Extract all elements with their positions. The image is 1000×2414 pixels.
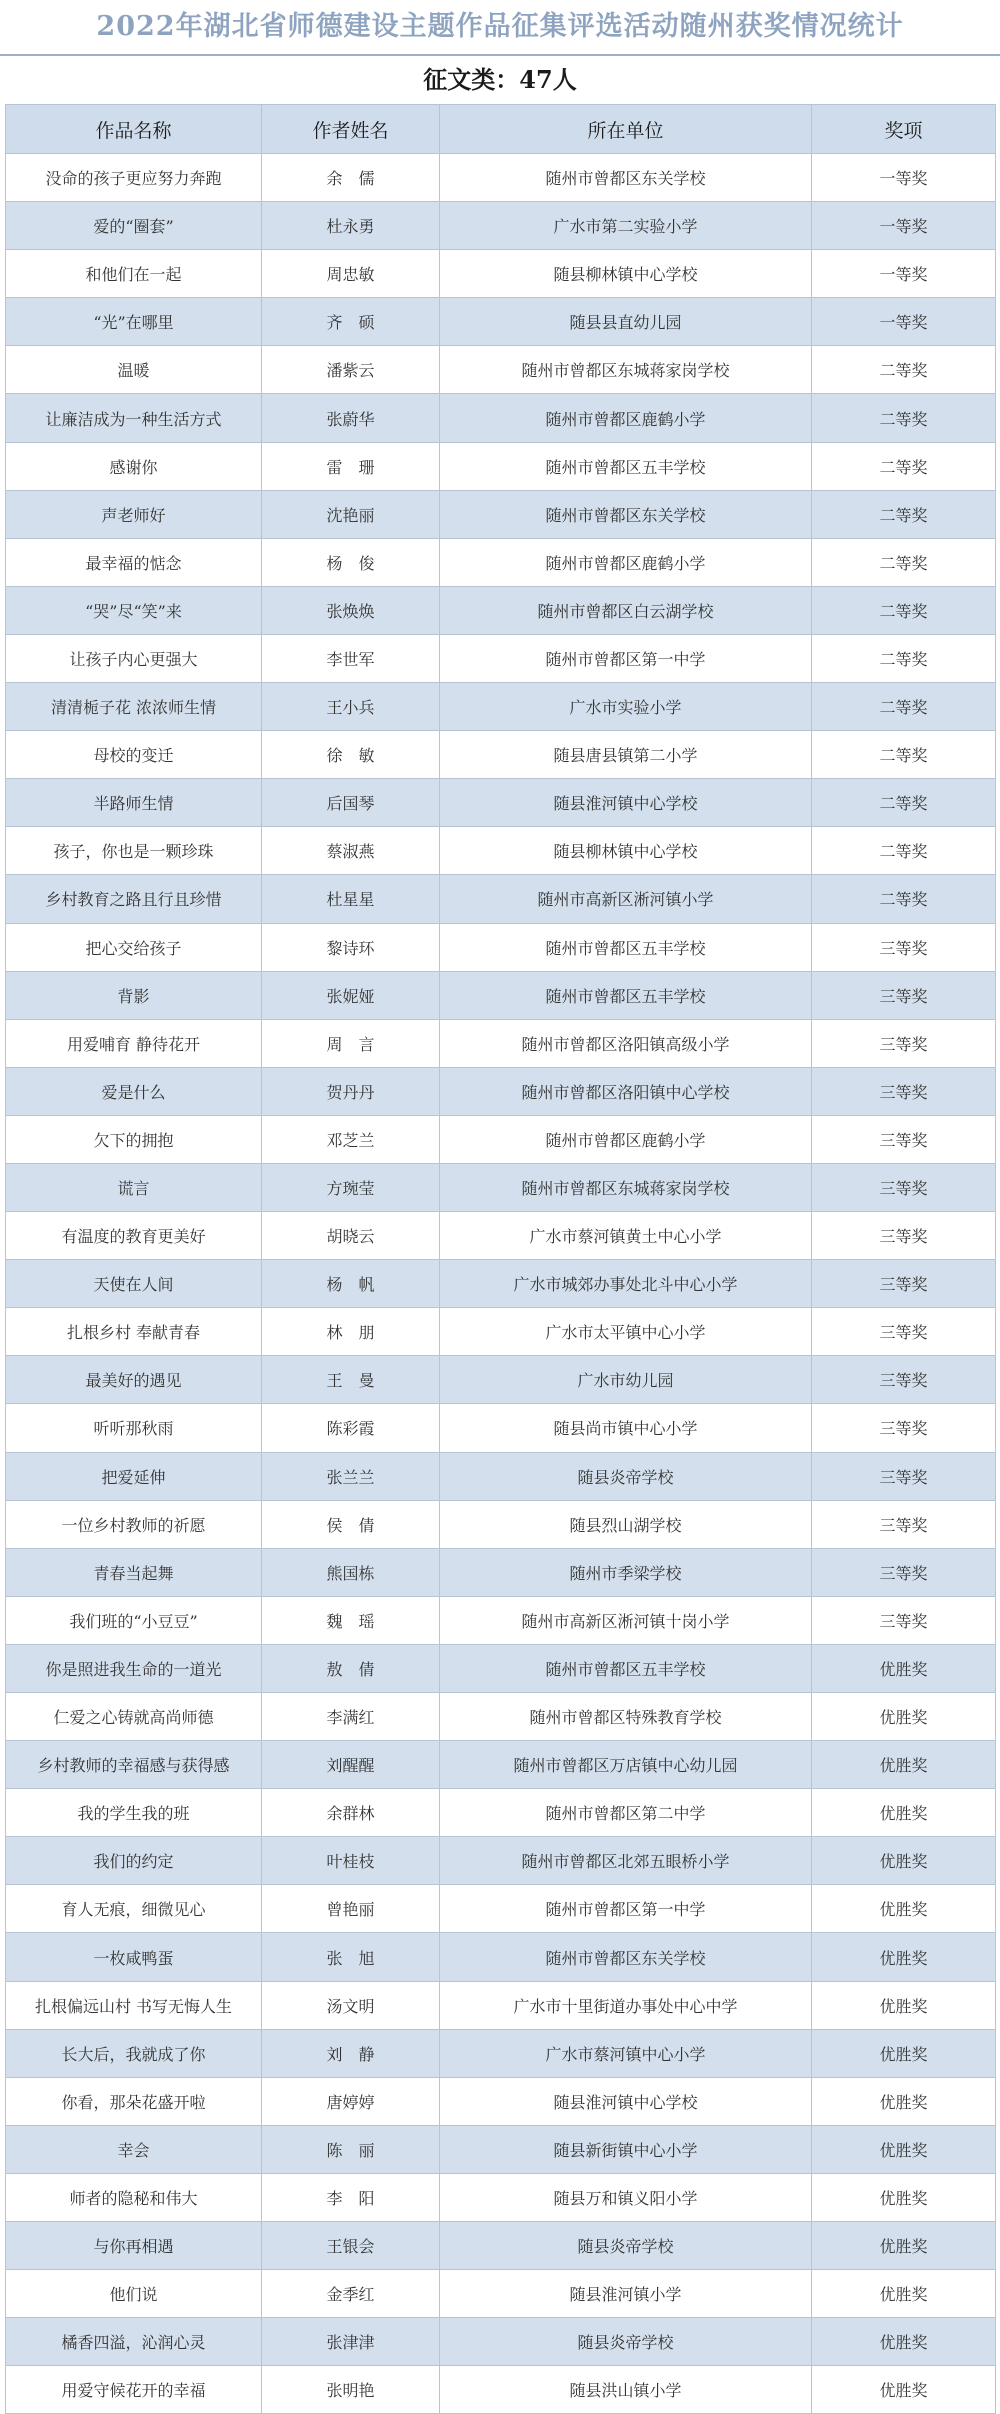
table-row <box>6 731 996 779</box>
table-row <box>6 1885 996 1933</box>
cell-unit: 广水市实验小学 <box>440 683 812 731</box>
cell-unit: 广水市幼儿园 <box>440 1356 812 1404</box>
cell-unit: 随州市曾都区洛阳镇中心学校 <box>440 1067 812 1115</box>
cell-award: 二等奖 <box>812 538 996 586</box>
table-row <box>6 875 996 923</box>
cell-work-title: 仁爱之心铸就高尚师德 <box>6 1693 262 1741</box>
cell-unit: 随州市曾都区五丰学校 <box>440 442 812 490</box>
cell-unit: 广水市蔡河镇黄土中心小学 <box>440 1212 812 1260</box>
cell-work-title: 你看，那朵花盛开啦 <box>6 2077 262 2125</box>
table-row <box>6 683 996 731</box>
page-title: 2022年湖北省师德建设主题作品征集评选活动随州获奖情况统计 <box>0 0 1000 56</box>
table-row <box>6 971 996 1019</box>
cell-unit: 广水市蔡河镇中心小学 <box>440 2029 812 2077</box>
cell-author-name: 曾艳丽 <box>262 1885 440 1933</box>
table-row <box>6 1837 996 1885</box>
cell-work-title: 清清栀子花 浓浓师生情 <box>6 683 262 731</box>
cell-unit: 随县淮河镇中心学校 <box>440 2077 812 2125</box>
cell-award: 优胜奖 <box>812 1741 996 1789</box>
cell-author-name: 林 朋 <box>262 1308 440 1356</box>
table-row <box>6 2318 996 2366</box>
table-row <box>6 1260 996 1308</box>
table-row <box>6 1019 996 1067</box>
table-row <box>6 1067 996 1115</box>
cell-unit: 随州市曾都区北郊五眼桥小学 <box>440 1837 812 1885</box>
table-row <box>6 1356 996 1404</box>
cell-work-title: 爱是什么 <box>6 1067 262 1115</box>
cell-work-title: 你是照进我生命的一道光 <box>6 1644 262 1692</box>
cell-unit: 广水市太平镇中心小学 <box>440 1308 812 1356</box>
cell-author-name: 李 阳 <box>262 2173 440 2221</box>
cell-author-name: 金季红 <box>262 2270 440 2318</box>
cell-work-title: 育人无痕，细微见心 <box>6 1885 262 1933</box>
cell-work-title: 扎根乡村 奉献青春 <box>6 1308 262 1356</box>
cell-work-title: 有温度的教育更美好 <box>6 1212 262 1260</box>
cell-unit: 随县柳林镇中心学校 <box>440 827 812 875</box>
cell-award: 二等奖 <box>812 586 996 634</box>
cell-unit: 随县淮河镇中心学校 <box>440 779 812 827</box>
table-row <box>6 1548 996 1596</box>
cell-award: 优胜奖 <box>812 2366 996 2414</box>
cell-award: 二等奖 <box>812 634 996 682</box>
cell-unit: 随州市曾都区五丰学校 <box>440 971 812 1019</box>
cell-work-title: 最幸福的惦念 <box>6 538 262 586</box>
cell-author-name: 杜星星 <box>262 875 440 923</box>
table-row <box>6 1163 996 1211</box>
cell-author-name: 李满红 <box>262 1693 440 1741</box>
table-row <box>6 1981 996 2029</box>
cell-award: 优胜奖 <box>812 1981 996 2029</box>
cell-author-name: 雷 珊 <box>262 442 440 490</box>
cell-unit: 广水市第二实验小学 <box>440 202 812 250</box>
cell-unit: 随县唐县镇第二小学 <box>440 731 812 779</box>
cell-award: 优胜奖 <box>812 2270 996 2318</box>
cell-work-title: 把心交给孩子 <box>6 923 262 971</box>
cell-work-title: 温暖 <box>6 346 262 394</box>
table-body <box>6 154 996 2414</box>
table-row <box>6 923 996 971</box>
cell-author-name: 方琬莹 <box>262 1163 440 1211</box>
cell-unit: 随州市高新区淅河镇小学 <box>440 875 812 923</box>
cell-unit: 随州市季梁学校 <box>440 1548 812 1596</box>
cell-award: 三等奖 <box>812 1115 996 1163</box>
cell-award: 三等奖 <box>812 1308 996 1356</box>
table-row <box>6 1212 996 1260</box>
table-row <box>6 1452 996 1500</box>
table-row <box>6 2222 996 2270</box>
cell-award: 三等奖 <box>812 1452 996 1500</box>
cell-award: 优胜奖 <box>812 2318 996 2366</box>
cell-award: 优胜奖 <box>812 1837 996 1885</box>
cell-work-title: 感谢你 <box>6 442 262 490</box>
cell-award: 优胜奖 <box>812 2222 996 2270</box>
cell-author-name: 杨 俊 <box>262 538 440 586</box>
table-row <box>6 1693 996 1741</box>
cell-author-name: 徐 敏 <box>262 731 440 779</box>
cell-unit: 随州市曾都区东关学校 <box>440 1933 812 1981</box>
cell-work-title: 乡村教师的幸福感与获得感 <box>6 1741 262 1789</box>
cell-author-name: 张蔚华 <box>262 394 440 442</box>
cell-unit: 随县万和镇义阳小学 <box>440 2173 812 2221</box>
cell-unit: 随州市曾都区鹿鹤小学 <box>440 538 812 586</box>
cell-work-title: 与你再相遇 <box>6 2222 262 2270</box>
cell-work-title: 半路师生情 <box>6 779 262 827</box>
cell-work-title: 把爱延伸 <box>6 1452 262 1500</box>
table-row <box>6 1500 996 1548</box>
cell-author-name: 潘紫云 <box>262 346 440 394</box>
table-row <box>6 2125 996 2173</box>
cell-award: 二等奖 <box>812 442 996 490</box>
table-row <box>6 2077 996 2125</box>
cell-unit: 随州市曾都区五丰学校 <box>440 923 812 971</box>
cell-author-name: 敖 倩 <box>262 1644 440 1692</box>
table-row <box>6 442 996 490</box>
cell-author-name: 张 旭 <box>262 1933 440 1981</box>
table-row <box>6 634 996 682</box>
cell-unit: 随州市曾都区东关学校 <box>440 154 812 202</box>
cell-author-name: 张津津 <box>262 2318 440 2366</box>
cell-work-title: 一枚咸鸭蛋 <box>6 1933 262 1981</box>
cell-author-name: 后国琴 <box>262 779 440 827</box>
cell-award: 优胜奖 <box>812 1789 996 1837</box>
cell-award: 三等奖 <box>812 971 996 1019</box>
cell-author-name: 魏 瑶 <box>262 1596 440 1644</box>
cell-author-name: 王小兵 <box>262 683 440 731</box>
table-row <box>6 2270 996 2318</box>
cell-award: 优胜奖 <box>812 1933 996 1981</box>
table-row <box>6 1404 996 1452</box>
cell-work-title: 长大后，我就成了你 <box>6 2029 262 2077</box>
cell-author-name: 陈彩霞 <box>262 1404 440 1452</box>
cell-author-name: 刘 静 <box>262 2029 440 2077</box>
cell-work-title: 和他们在一起 <box>6 250 262 298</box>
cell-unit: 随州市曾都区鹿鹤小学 <box>440 394 812 442</box>
cell-work-title: 用爱哺育 静待花开 <box>6 1019 262 1067</box>
table-row <box>6 490 996 538</box>
cell-award: 三等奖 <box>812 1163 996 1211</box>
table-row <box>6 1644 996 1692</box>
cell-work-title: 青春当起舞 <box>6 1548 262 1596</box>
cell-work-title: 爱的“圈套” <box>6 202 262 250</box>
cell-author-name: 邓芝兰 <box>262 1115 440 1163</box>
cell-work-title: 我们班的“小豆豆” <box>6 1596 262 1644</box>
cell-work-title: 谎言 <box>6 1163 262 1211</box>
table-row <box>6 394 996 442</box>
cell-work-title: 乡村教育之路且行且珍惜 <box>6 875 262 923</box>
cell-unit: 随县炎帝学校 <box>440 2222 812 2270</box>
cell-unit: 随州市曾都区东城蒋家岗学校 <box>440 1163 812 1211</box>
table-row <box>6 202 996 250</box>
cell-unit: 随县烈山湖学校 <box>440 1500 812 1548</box>
table-row <box>6 1308 996 1356</box>
cell-award: 三等奖 <box>812 1596 996 1644</box>
cell-award: 二等奖 <box>812 875 996 923</box>
table-row <box>6 346 996 394</box>
cell-author-name: 周忠敏 <box>262 250 440 298</box>
cell-award: 二等奖 <box>812 827 996 875</box>
cell-author-name: 陈 丽 <box>262 2125 440 2173</box>
cell-author-name: 张妮娅 <box>262 971 440 1019</box>
table-row <box>6 1741 996 1789</box>
cell-author-name: 熊国栋 <box>262 1548 440 1596</box>
table-header-row <box>6 105 996 154</box>
cell-author-name: 张兰兰 <box>262 1452 440 1500</box>
cell-award: 一等奖 <box>812 298 996 346</box>
cell-work-title: 用爱守候花开的幸福 <box>6 2366 262 2414</box>
cell-unit: 随县尚市镇中心小学 <box>440 1404 812 1452</box>
cell-work-title: 扎根偏远山村 书写无悔人生 <box>6 1981 262 2029</box>
cell-work-title: “哭”尽“笑”来 <box>6 586 262 634</box>
cell-award: 三等奖 <box>812 1212 996 1260</box>
cell-unit: 随州市曾都区万店镇中心幼儿园 <box>440 1741 812 1789</box>
table-row <box>6 1789 996 1837</box>
cell-unit: 随县炎帝学校 <box>440 1452 812 1500</box>
cell-author-name: 张焕焕 <box>262 586 440 634</box>
table-row <box>6 1596 996 1644</box>
table-row <box>6 2366 996 2414</box>
cell-unit: 随州市曾都区东关学校 <box>440 490 812 538</box>
cell-author-name: 杜永勇 <box>262 202 440 250</box>
header-unit: 所在单位 <box>440 105 812 154</box>
cell-award: 三等奖 <box>812 1019 996 1067</box>
cell-author-name: 唐婷婷 <box>262 2077 440 2125</box>
cell-work-title: 师者的隐秘和伟大 <box>6 2173 262 2221</box>
cell-work-title: 幸会 <box>6 2125 262 2173</box>
cell-unit: 随州市曾都区东城蒋家岗学校 <box>440 346 812 394</box>
cell-author-name: 汤文明 <box>262 1981 440 2029</box>
cell-award: 优胜奖 <box>812 2029 996 2077</box>
cell-award: 二等奖 <box>812 683 996 731</box>
awards-table <box>5 104 996 2414</box>
cell-author-name: 沈艳丽 <box>262 490 440 538</box>
cell-work-title: 我的学生我的班 <box>6 1789 262 1837</box>
cell-award: 优胜奖 <box>812 2077 996 2125</box>
cell-work-title: 背影 <box>6 971 262 1019</box>
cell-author-name: 王 曼 <box>262 1356 440 1404</box>
cell-unit: 随州市曾都区第一中学 <box>440 1885 812 1933</box>
cell-author-name: 李世军 <box>262 634 440 682</box>
table-row <box>6 779 996 827</box>
cell-author-name: 刘醒醒 <box>262 1741 440 1789</box>
cell-author-name: 叶桂枝 <box>262 1837 440 1885</box>
cell-award: 优胜奖 <box>812 2173 996 2221</box>
cell-award: 三等奖 <box>812 1067 996 1115</box>
header-work-title: 作品名称 <box>6 105 262 154</box>
cell-unit: 随县柳林镇中心学校 <box>440 250 812 298</box>
cell-work-title: 声老师好 <box>6 490 262 538</box>
cell-work-title: 我们的约定 <box>6 1837 262 1885</box>
header-award: 奖项 <box>812 105 996 154</box>
cell-award: 三等奖 <box>812 1500 996 1548</box>
cell-award: 二等奖 <box>812 490 996 538</box>
cell-unit: 随州市曾都区白云湖学校 <box>440 586 812 634</box>
cell-unit: 随州市曾都区特殊教育学校 <box>440 1693 812 1741</box>
cell-work-title: 母校的变迁 <box>6 731 262 779</box>
cell-award: 二等奖 <box>812 394 996 442</box>
cell-unit: 随州市曾都区洛阳镇高级小学 <box>440 1019 812 1067</box>
cell-unit: 随县洪山镇小学 <box>440 2366 812 2414</box>
cell-author-name: 杨 帆 <box>262 1260 440 1308</box>
cell-author-name: 蔡淑燕 <box>262 827 440 875</box>
cell-work-title: 天使在人间 <box>6 1260 262 1308</box>
cell-award: 优胜奖 <box>812 1693 996 1741</box>
cell-award: 优胜奖 <box>812 1644 996 1692</box>
cell-author-name: 侯 倩 <box>262 1500 440 1548</box>
cell-unit: 随县县直幼儿园 <box>440 298 812 346</box>
table-row <box>6 586 996 634</box>
cell-award: 三等奖 <box>812 1356 996 1404</box>
cell-unit: 随州市高新区淅河镇十岗小学 <box>440 1596 812 1644</box>
cell-unit: 随县炎帝学校 <box>440 2318 812 2366</box>
cell-award: 优胜奖 <box>812 2125 996 2173</box>
cell-award: 二等奖 <box>812 346 996 394</box>
table-row <box>6 298 996 346</box>
table-row <box>6 154 996 202</box>
category-subtitle: 征文类：47人 <box>423 65 577 94</box>
cell-award: 优胜奖 <box>812 1885 996 1933</box>
table-row <box>6 827 996 875</box>
cell-author-name: 张明艳 <box>262 2366 440 2414</box>
cell-unit: 广水市城郊办事处北斗中心小学 <box>440 1260 812 1308</box>
cell-author-name: 王银会 <box>262 2222 440 2270</box>
header-author-name: 作者姓名 <box>262 105 440 154</box>
cell-unit: 随县淮河镇小学 <box>440 2270 812 2318</box>
cell-award: 二等奖 <box>812 731 996 779</box>
table-row <box>6 250 996 298</box>
cell-work-title: 橘香四溢，沁润心灵 <box>6 2318 262 2366</box>
cell-award: 一等奖 <box>812 250 996 298</box>
cell-work-title: 没命的孩子更应努力奔跑 <box>6 154 262 202</box>
cell-author-name: 胡晓云 <box>262 1212 440 1260</box>
cell-award: 一等奖 <box>812 154 996 202</box>
cell-work-title: 他们说 <box>6 2270 262 2318</box>
cell-work-title: 最美好的遇见 <box>6 1356 262 1404</box>
cell-award: 二等奖 <box>812 779 996 827</box>
cell-award: 三等奖 <box>812 923 996 971</box>
cell-work-title: 让孩子内心更强大 <box>6 634 262 682</box>
cell-work-title: 一位乡村教师的祈愿 <box>6 1500 262 1548</box>
cell-author-name: 余群林 <box>262 1789 440 1837</box>
cell-unit: 广水市十里街道办事处中心中学 <box>440 1981 812 2029</box>
cell-author-name: 黎诗环 <box>262 923 440 971</box>
cell-unit: 随县新街镇中心小学 <box>440 2125 812 2173</box>
table-row <box>6 1115 996 1163</box>
table-row <box>6 538 996 586</box>
cell-work-title: 欠下的拥抱 <box>6 1115 262 1163</box>
cell-award: 三等奖 <box>812 1260 996 1308</box>
cell-unit: 随州市曾都区五丰学校 <box>440 1644 812 1692</box>
cell-author-name: 周 言 <box>262 1019 440 1067</box>
cell-award: 三等奖 <box>812 1404 996 1452</box>
cell-unit: 随州市曾都区第二中学 <box>440 1789 812 1837</box>
cell-work-title: 让廉洁成为一种生活方式 <box>6 394 262 442</box>
cell-work-title: 听听那秋雨 <box>6 1404 262 1452</box>
cell-award: 一等奖 <box>812 202 996 250</box>
cell-unit: 随州市曾都区第一中学 <box>440 634 812 682</box>
table-row <box>6 2029 996 2077</box>
cell-work-title: “光”在哪里 <box>6 298 262 346</box>
table-row <box>6 2173 996 2221</box>
cell-award: 三等奖 <box>812 1548 996 1596</box>
cell-author-name: 余 儒 <box>262 154 440 202</box>
cell-author-name: 贺丹丹 <box>262 1067 440 1115</box>
table-row <box>6 1933 996 1981</box>
cell-author-name: 齐 硕 <box>262 298 440 346</box>
cell-unit: 随州市曾都区鹿鹤小学 <box>440 1115 812 1163</box>
cell-work-title: 孩子，你也是一颗珍珠 <box>6 827 262 875</box>
